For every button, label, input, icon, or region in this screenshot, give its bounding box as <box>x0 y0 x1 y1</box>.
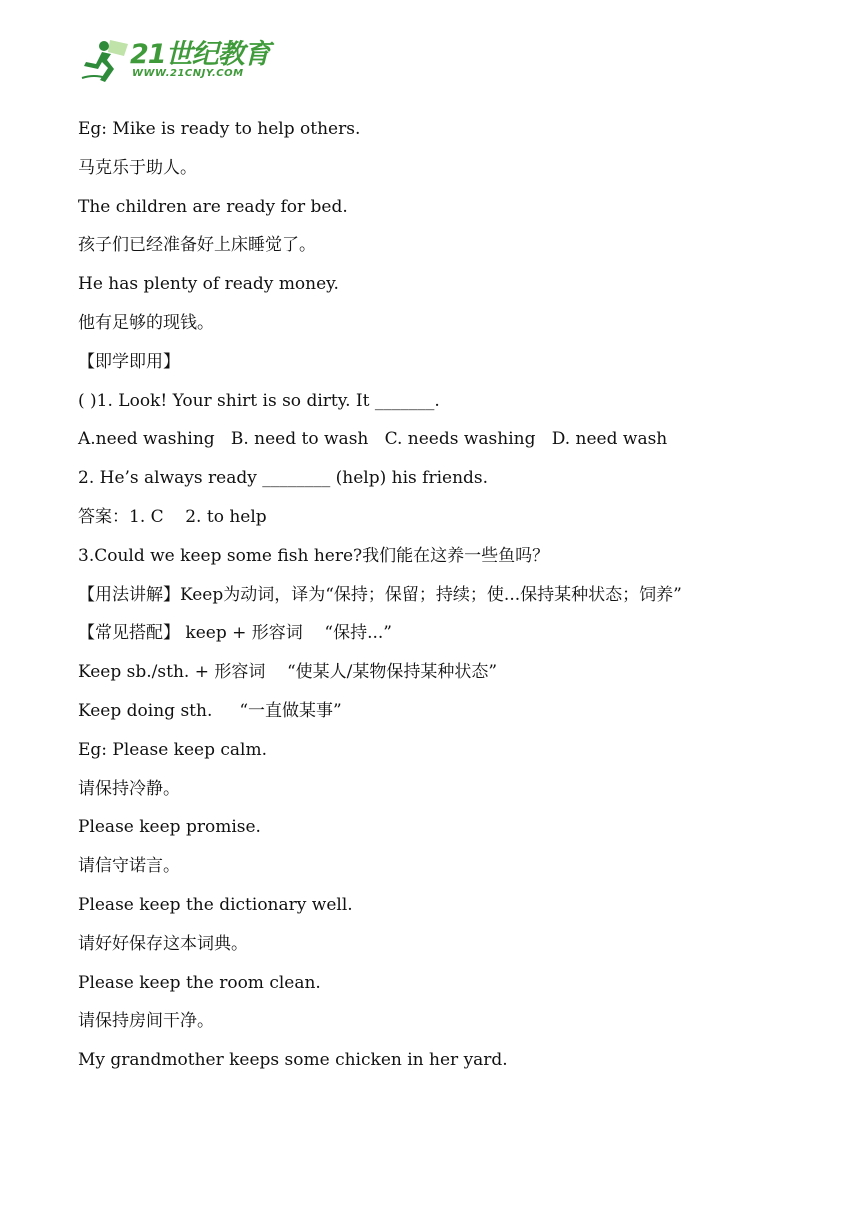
example-line: Please keep the dictionary well. <box>78 894 353 915</box>
example-line: My grandmother keeps some chicken in her yard. <box>78 1050 508 1071</box>
runner-logo-icon <box>80 38 132 84</box>
translation-line: 请保持房间干净。 <box>78 1011 214 1032</box>
usage-explanation: 【用法讲解】Keep为动词，译为“保持；保留；持续；使...保持某种状态；饲养” <box>78 584 682 605</box>
answer-line: 答案：1. C 2. to help <box>78 506 267 527</box>
translation-line: 请保持冷静。 <box>78 778 180 799</box>
collocation-line: Keep doing sth. “一直做某事” <box>78 700 342 721</box>
translation-line: 请信守诺言。 <box>78 856 180 877</box>
example-line: Eg: Mike is ready to help others. <box>78 119 361 139</box>
collocation-line: 【常见搭配】 keep + 形容词 “保持...” <box>78 623 392 644</box>
site-logo <box>80 38 270 86</box>
example-line: Eg: Please keep calm. <box>78 739 268 760</box>
translation-line: 马克乐于助人。 <box>78 157 197 178</box>
example-line: He has plenty of ready money. <box>78 274 339 295</box>
exercise-question: 2. He’s always ready ________ (help) his friends. <box>78 468 489 489</box>
section-heading: 【即学即用】 <box>78 351 180 372</box>
exercise-options: A.need washing B. need to wash C. needs washing D. need wash <box>78 429 668 450</box>
example-line: Please keep the room clean. <box>78 972 321 993</box>
example-line: Please keep promise. <box>78 817 261 838</box>
document-body <box>78 110 790 1080</box>
example-line: The children are ready for bed. <box>78 196 348 217</box>
key-sentence: 3.Could we keep some fish here?我们能在这养一些鱼吗？ <box>78 545 550 566</box>
translation-line: 请好好保存这本词典。 <box>78 933 248 954</box>
logo-wordmark: 21世纪教育 <box>130 39 270 70</box>
translation-line: 他有足够的现钱。 <box>78 312 214 333</box>
logo-url: WWW.21CNJY.COM <box>132 68 244 79</box>
exercise-question: ( )1. Look! Your shirt is so dirty. It _______. <box>78 390 440 411</box>
translation-line: 孩子们已经准备好上床睡觉了。 <box>78 235 316 256</box>
collocation-line: Keep sb./sth. + 形容词 “使某人/某物保持某种状态” <box>78 662 498 683</box>
